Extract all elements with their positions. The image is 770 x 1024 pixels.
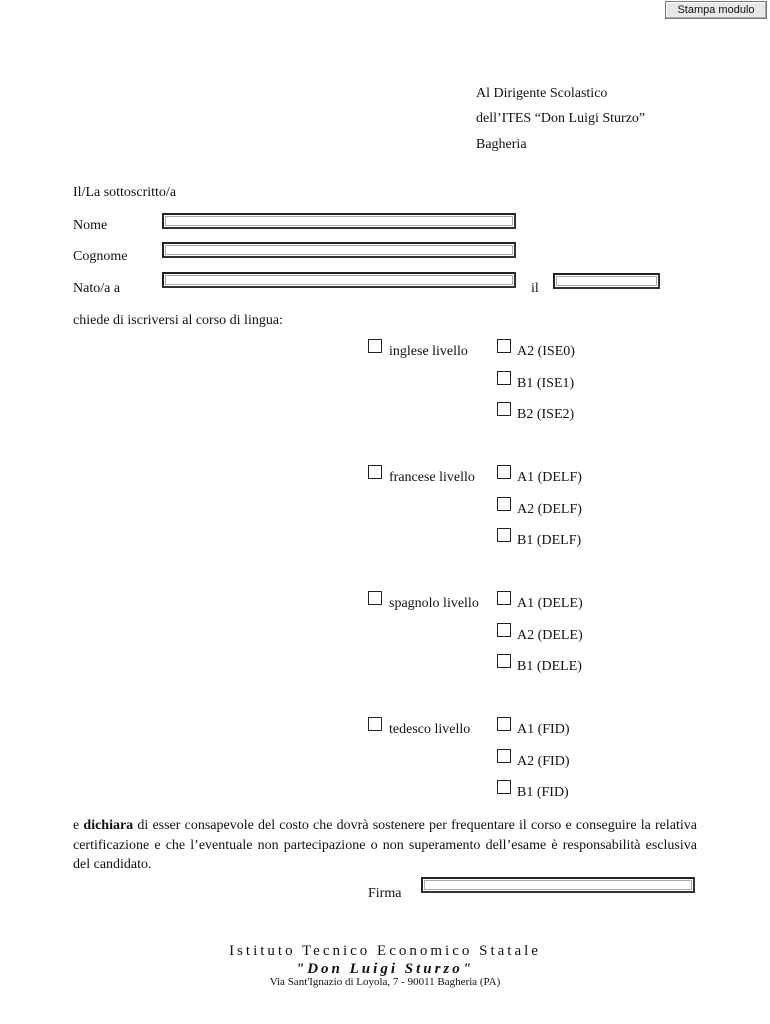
french-b1-label: B1 (DELF): [517, 533, 582, 548]
french-a1-label: A1 (DELF): [517, 470, 582, 485]
spanish-b1-label: B1 (DELE): [517, 659, 582, 674]
french-a2-label: A2 (DELF): [517, 502, 582, 517]
declaration-prefix: e: [73, 818, 84, 833]
date-label: il: [531, 281, 539, 296]
nato-label: Nato/a a: [73, 281, 121, 296]
german-a2-label: A2 (FID): [517, 754, 570, 769]
footer-school-name: "Don Luigi Sturzo": [295, 961, 475, 977]
french-a1-checkbox[interactable]: [497, 465, 511, 479]
cognome-label: Cognome: [73, 249, 128, 264]
german-a1-checkbox[interactable]: [497, 717, 511, 731]
recipient-line-3: Bagheria: [476, 137, 527, 152]
english-label: inglese livello: [389, 344, 468, 359]
declaration-text: di esser consapevole del costo che dovrà sostenere per frequentare il corso e conseguire la relativa certificazione e che l’eventuale non partecipazione o non superamento dell’esame è responsabilità esclusiva del candidato.: [73, 818, 697, 872]
birthdate-field[interactable]: [553, 273, 660, 289]
cognome-field[interactable]: [162, 242, 516, 258]
intro-label: Il/La sottoscritto/a: [73, 185, 177, 200]
spanish-b1-checkbox[interactable]: [497, 654, 511, 668]
nome-field[interactable]: [162, 213, 516, 229]
spanish-a1-label: A1 (DELE): [517, 596, 583, 611]
german-a1-label: A1 (FID): [517, 722, 570, 737]
french-label: francese livello: [389, 470, 475, 485]
signature-label: Firma: [368, 886, 402, 901]
english-b2-checkbox[interactable]: [497, 402, 511, 416]
spanish-a1-checkbox[interactable]: [497, 591, 511, 605]
french-checkbox[interactable]: [368, 465, 382, 479]
signature-field[interactable]: [421, 877, 695, 893]
recipient-line-2: dell’ITES “Don Luigi Sturzo”: [476, 111, 646, 126]
german-checkbox[interactable]: [368, 717, 382, 731]
english-b2-label: B2 (ISE2): [517, 407, 575, 422]
english-a2-label: A2 (ISE0): [517, 344, 575, 359]
english-a2-checkbox[interactable]: [497, 339, 511, 353]
declaration-paragraph: [73, 816, 697, 875]
declaration-verb: dichiara: [83, 818, 134, 833]
english-b1-checkbox[interactable]: [497, 371, 511, 385]
german-b1-checkbox[interactable]: [497, 780, 511, 794]
german-label: tedesco livello: [389, 722, 471, 737]
birthplace-field[interactable]: [162, 272, 516, 288]
german-a2-checkbox[interactable]: [497, 749, 511, 763]
english-checkbox[interactable]: [368, 339, 382, 353]
french-b1-checkbox[interactable]: [497, 528, 511, 542]
english-b1-label: B1 (ISE1): [517, 376, 575, 391]
footer-address: Via Sant'Ignazio di Loyola, 7 - 90011 Bagheria (PA): [269, 976, 501, 988]
spanish-a2-checkbox[interactable]: [497, 623, 511, 637]
german-b1-label: B1 (FID): [517, 785, 569, 800]
french-a2-checkbox[interactable]: [497, 497, 511, 511]
spanish-label: spagnolo livello: [389, 596, 479, 611]
spanish-a2-label: A2 (DELE): [517, 628, 583, 643]
spanish-checkbox[interactable]: [368, 591, 382, 605]
recipient-line-1: Al Dirigente Scolastico: [476, 86, 608, 101]
nome-label: Nome: [73, 218, 108, 233]
footer-institute: Istituto Tecnico Economico Statale: [229, 943, 541, 959]
print-form-button[interactable]: Stampa modulo: [665, 1, 767, 19]
request-label: chiede di iscriversi al corso di lingua:: [73, 313, 283, 328]
